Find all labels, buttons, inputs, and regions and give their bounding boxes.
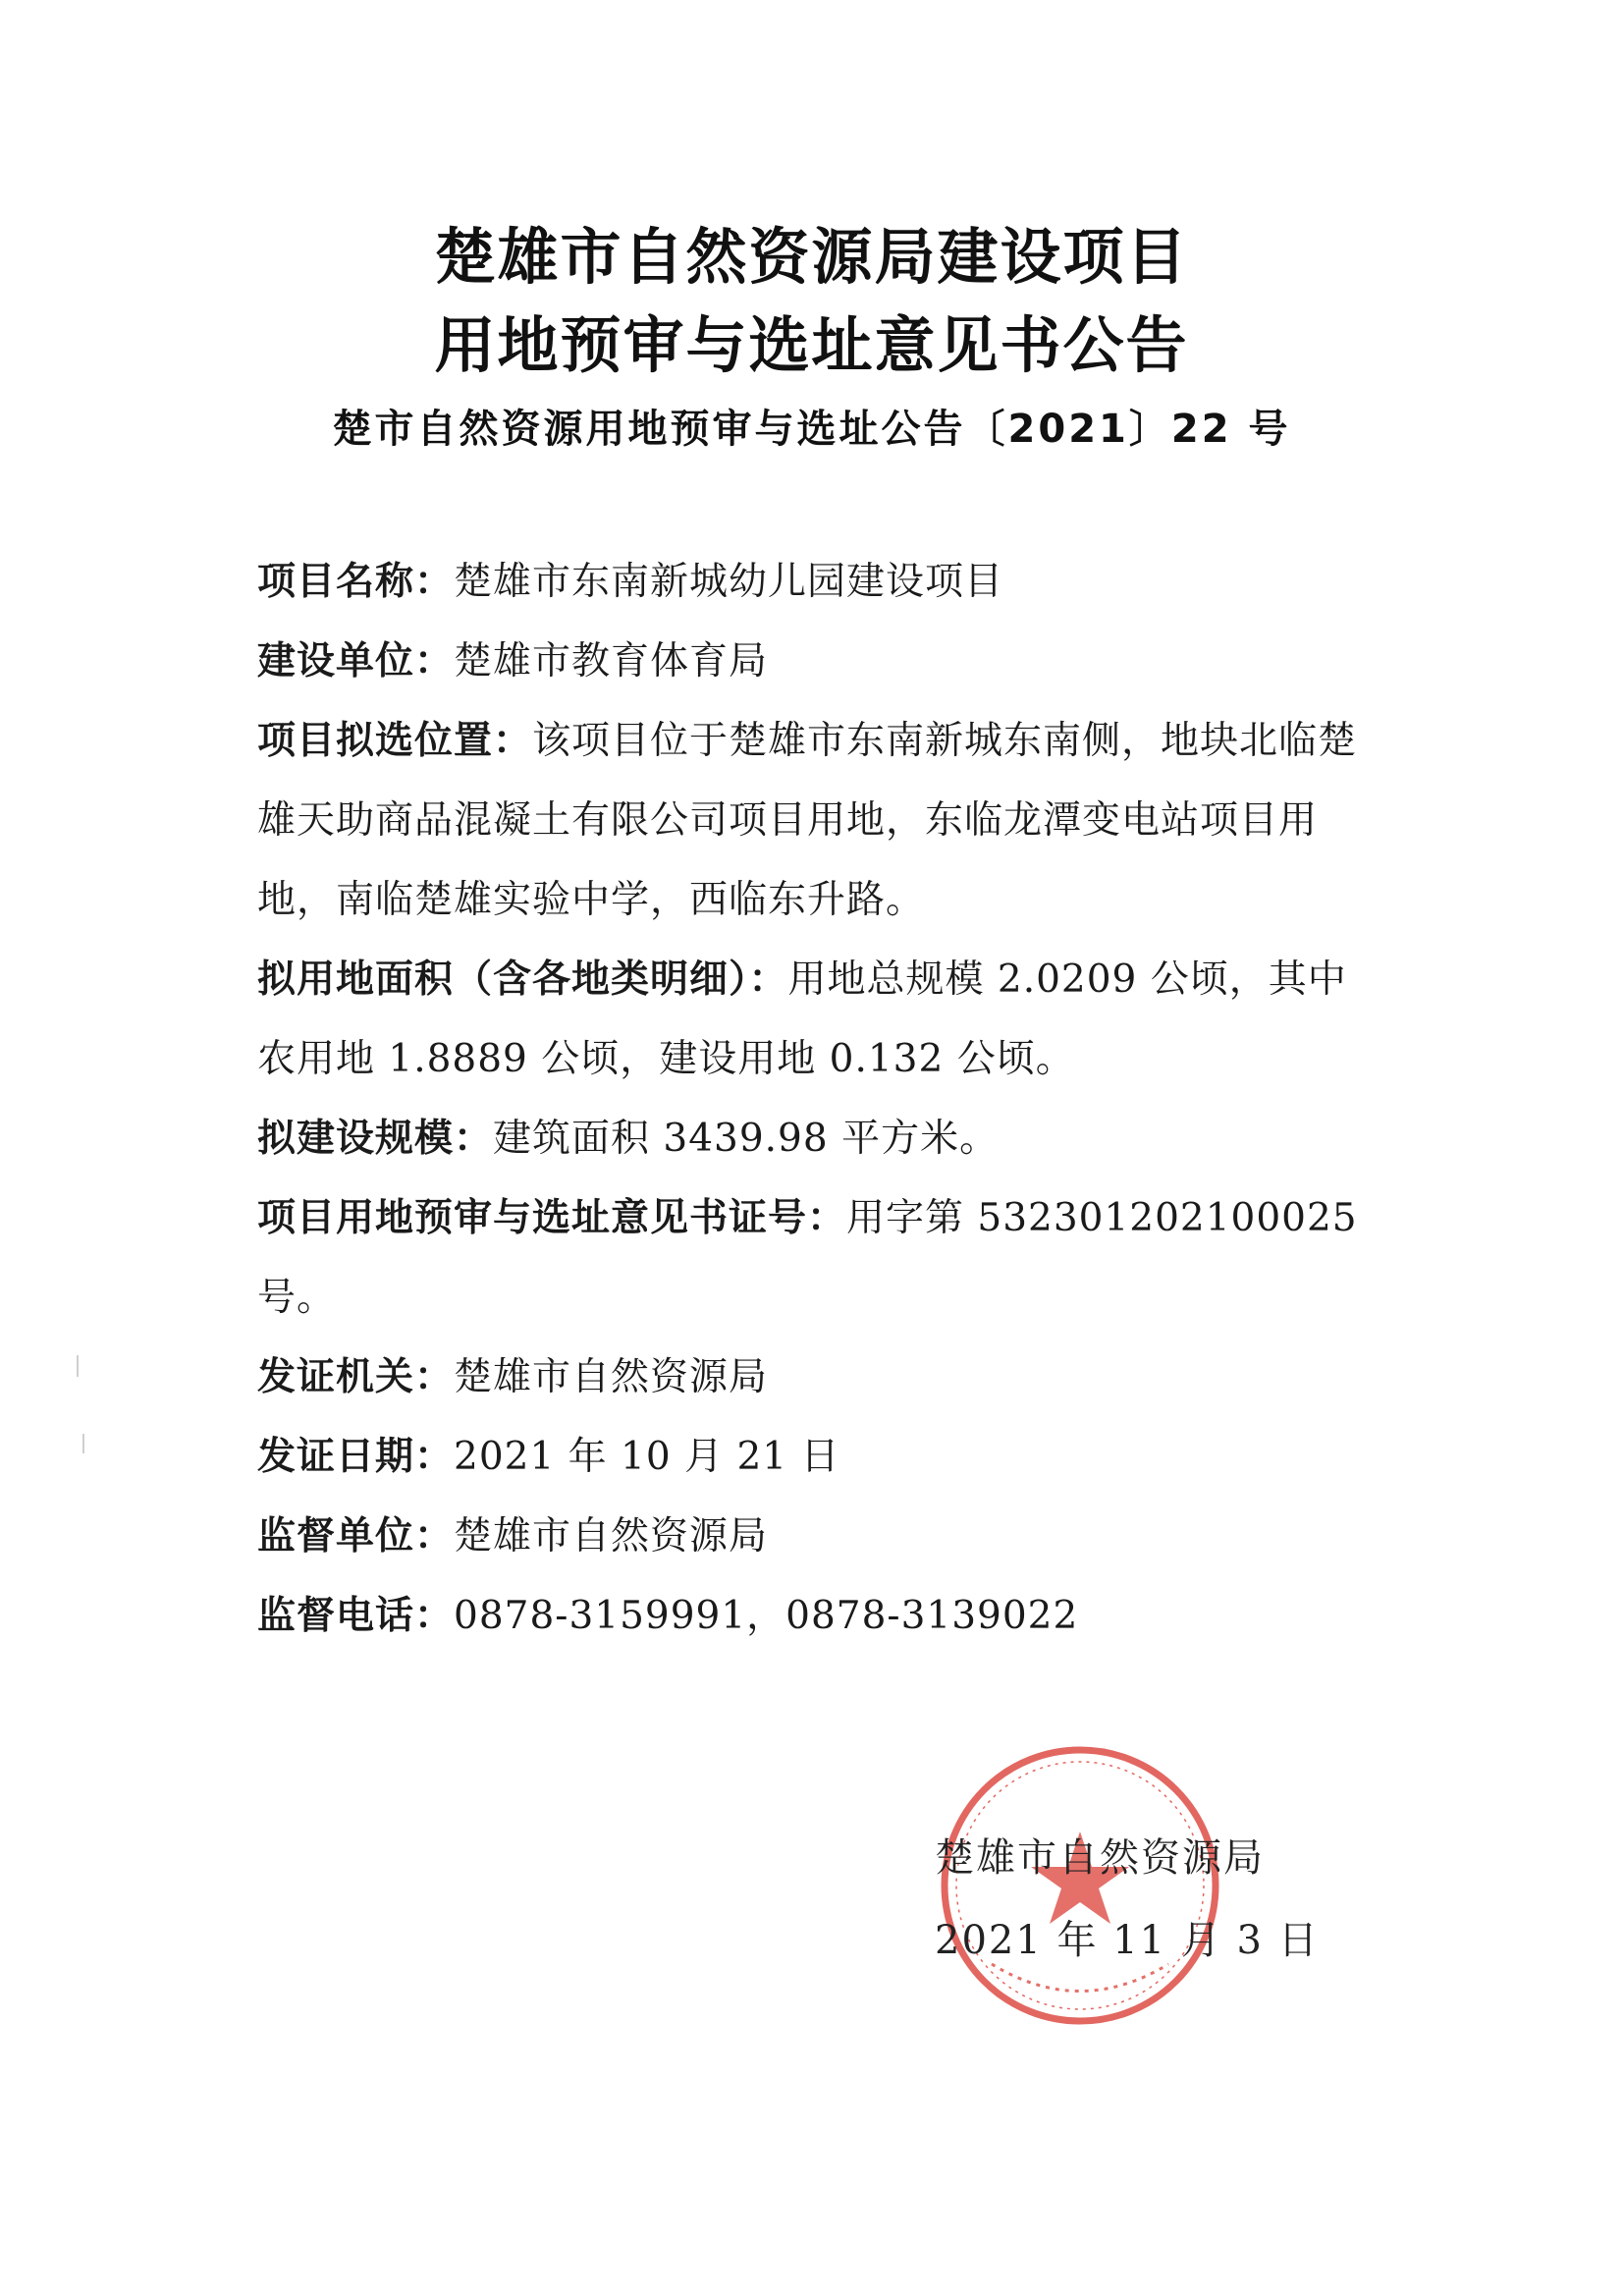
field-supervisor — [257, 1497, 1377, 1576]
page-title-line1: 楚雄市自然资源局建设项目 — [434, 221, 1189, 293]
field-value: 楚雄市教育体育局 — [454, 639, 769, 683]
field-build-scale — [257, 1099, 1377, 1178]
field-issue-date — [257, 1417, 1377, 1497]
field-label: 监督电话： — [257, 1594, 455, 1638]
field-issuer — [257, 1338, 1377, 1417]
field-value: 该项目位于楚雄市东南新城东南侧，地块北临楚雄天助商品混凝土有限公司项目用地，东临龙潭变电站项目用地，南临楚雄实验中学，西临东升路。 — [257, 719, 1358, 922]
field-label: 发证机关： — [257, 1355, 455, 1399]
document-number: 楚市自然资源用地预审与选址公告〔2021〕22 号 — [332, 407, 1291, 452]
official-seal-icon — [933, 1738, 1227, 2033]
field-value: 用地总规模 2.0209 公顷，其中农用地 1.8889 公顷，建设用地 0.132 公顷。 — [257, 957, 1347, 1081]
field-label: 发证日期： — [257, 1435, 455, 1479]
field-value: 楚雄市东南新城幼儿园建设项目 — [454, 560, 1004, 604]
field-builder — [257, 622, 1377, 701]
field-value: 用字第 532301202100025 号。 — [257, 1196, 1358, 1320]
field-project-name — [257, 542, 1377, 622]
field-cert-no — [257, 1178, 1377, 1338]
field-phone — [257, 1576, 1377, 1656]
field-land-area — [257, 940, 1377, 1099]
field-value: 0878-3159991，0878-3139022 — [454, 1594, 1079, 1638]
field-label: 项目用地预审与选址意见书证号： — [257, 1196, 847, 1240]
field-value: 楚雄市自然资源局 — [454, 1514, 769, 1558]
field-value: 楚雄市自然资源局 — [454, 1355, 769, 1399]
field-label: 拟建设规模： — [257, 1117, 494, 1161]
signature-org: 楚雄市自然资源局 — [935, 1835, 1265, 1881]
signature-date: 2021 年 11 月 3 日 — [935, 1918, 1320, 1963]
scan-mark — [77, 1355, 79, 1377]
scan-mark — [82, 1434, 84, 1453]
field-label: 项目拟选位置： — [257, 719, 533, 763]
field-label: 项目名称： — [257, 560, 455, 604]
field-value: 2021 年 10 月 21 日 — [454, 1435, 840, 1479]
field-location — [257, 701, 1377, 940]
field-label: 拟用地面积（含各地类明细）： — [257, 957, 788, 1002]
field-label: 监督单位： — [257, 1514, 455, 1558]
page-title-line2: 用地预审与选址意见书公告 — [434, 309, 1189, 381]
field-label: 建设单位： — [257, 639, 455, 683]
field-value: 建筑面积 3439.98 平方米。 — [493, 1117, 1000, 1161]
